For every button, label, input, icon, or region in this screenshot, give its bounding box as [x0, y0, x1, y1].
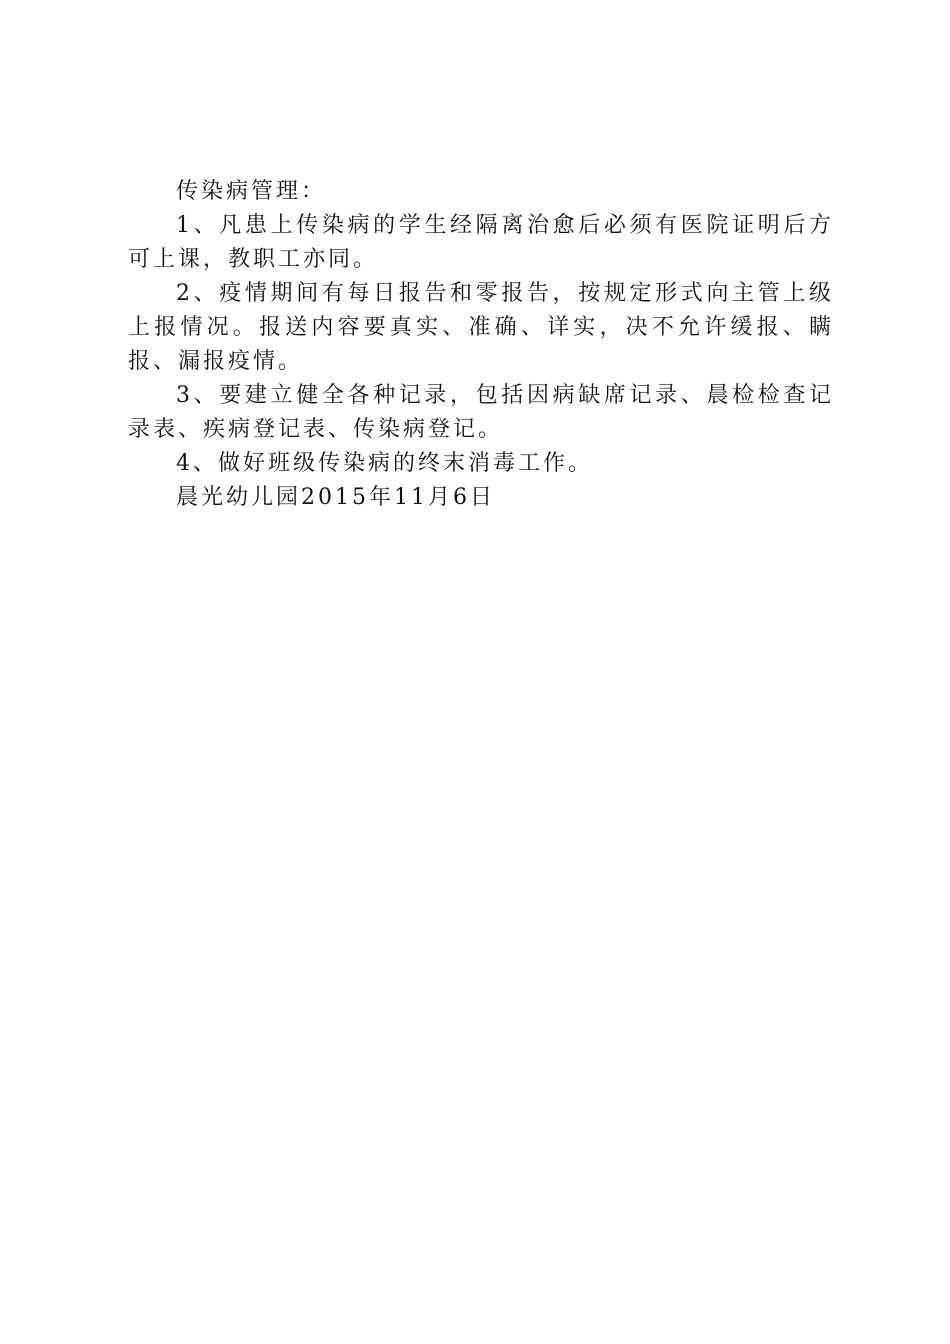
rule-item-2: 2、疫情期间有每日报告和零报告，按规定形式向主管上级上报情况。报送内容要真实、准确、详实，决不允许缓报、瞒报、漏报疫情。: [128, 281, 834, 374]
document-body: [128, 175, 834, 515]
rule-item-3: 3、要建立健全各种记录，包括因病缺席记录、晨检检查记录表、疾病登记表、传染病登记。: [128, 383, 834, 442]
signature-date: 晨光幼儿园2015年11月6日: [176, 485, 495, 510]
rule-item-4: 4、做好班级传染病的终末消毒工作。: [176, 451, 593, 476]
section-heading: 传染病管理：: [176, 179, 327, 204]
rule-item-1: 1、凡患上传染病的学生经隔离治愈后必须有医院证明后方可上课，教职工亦同。: [128, 213, 834, 272]
